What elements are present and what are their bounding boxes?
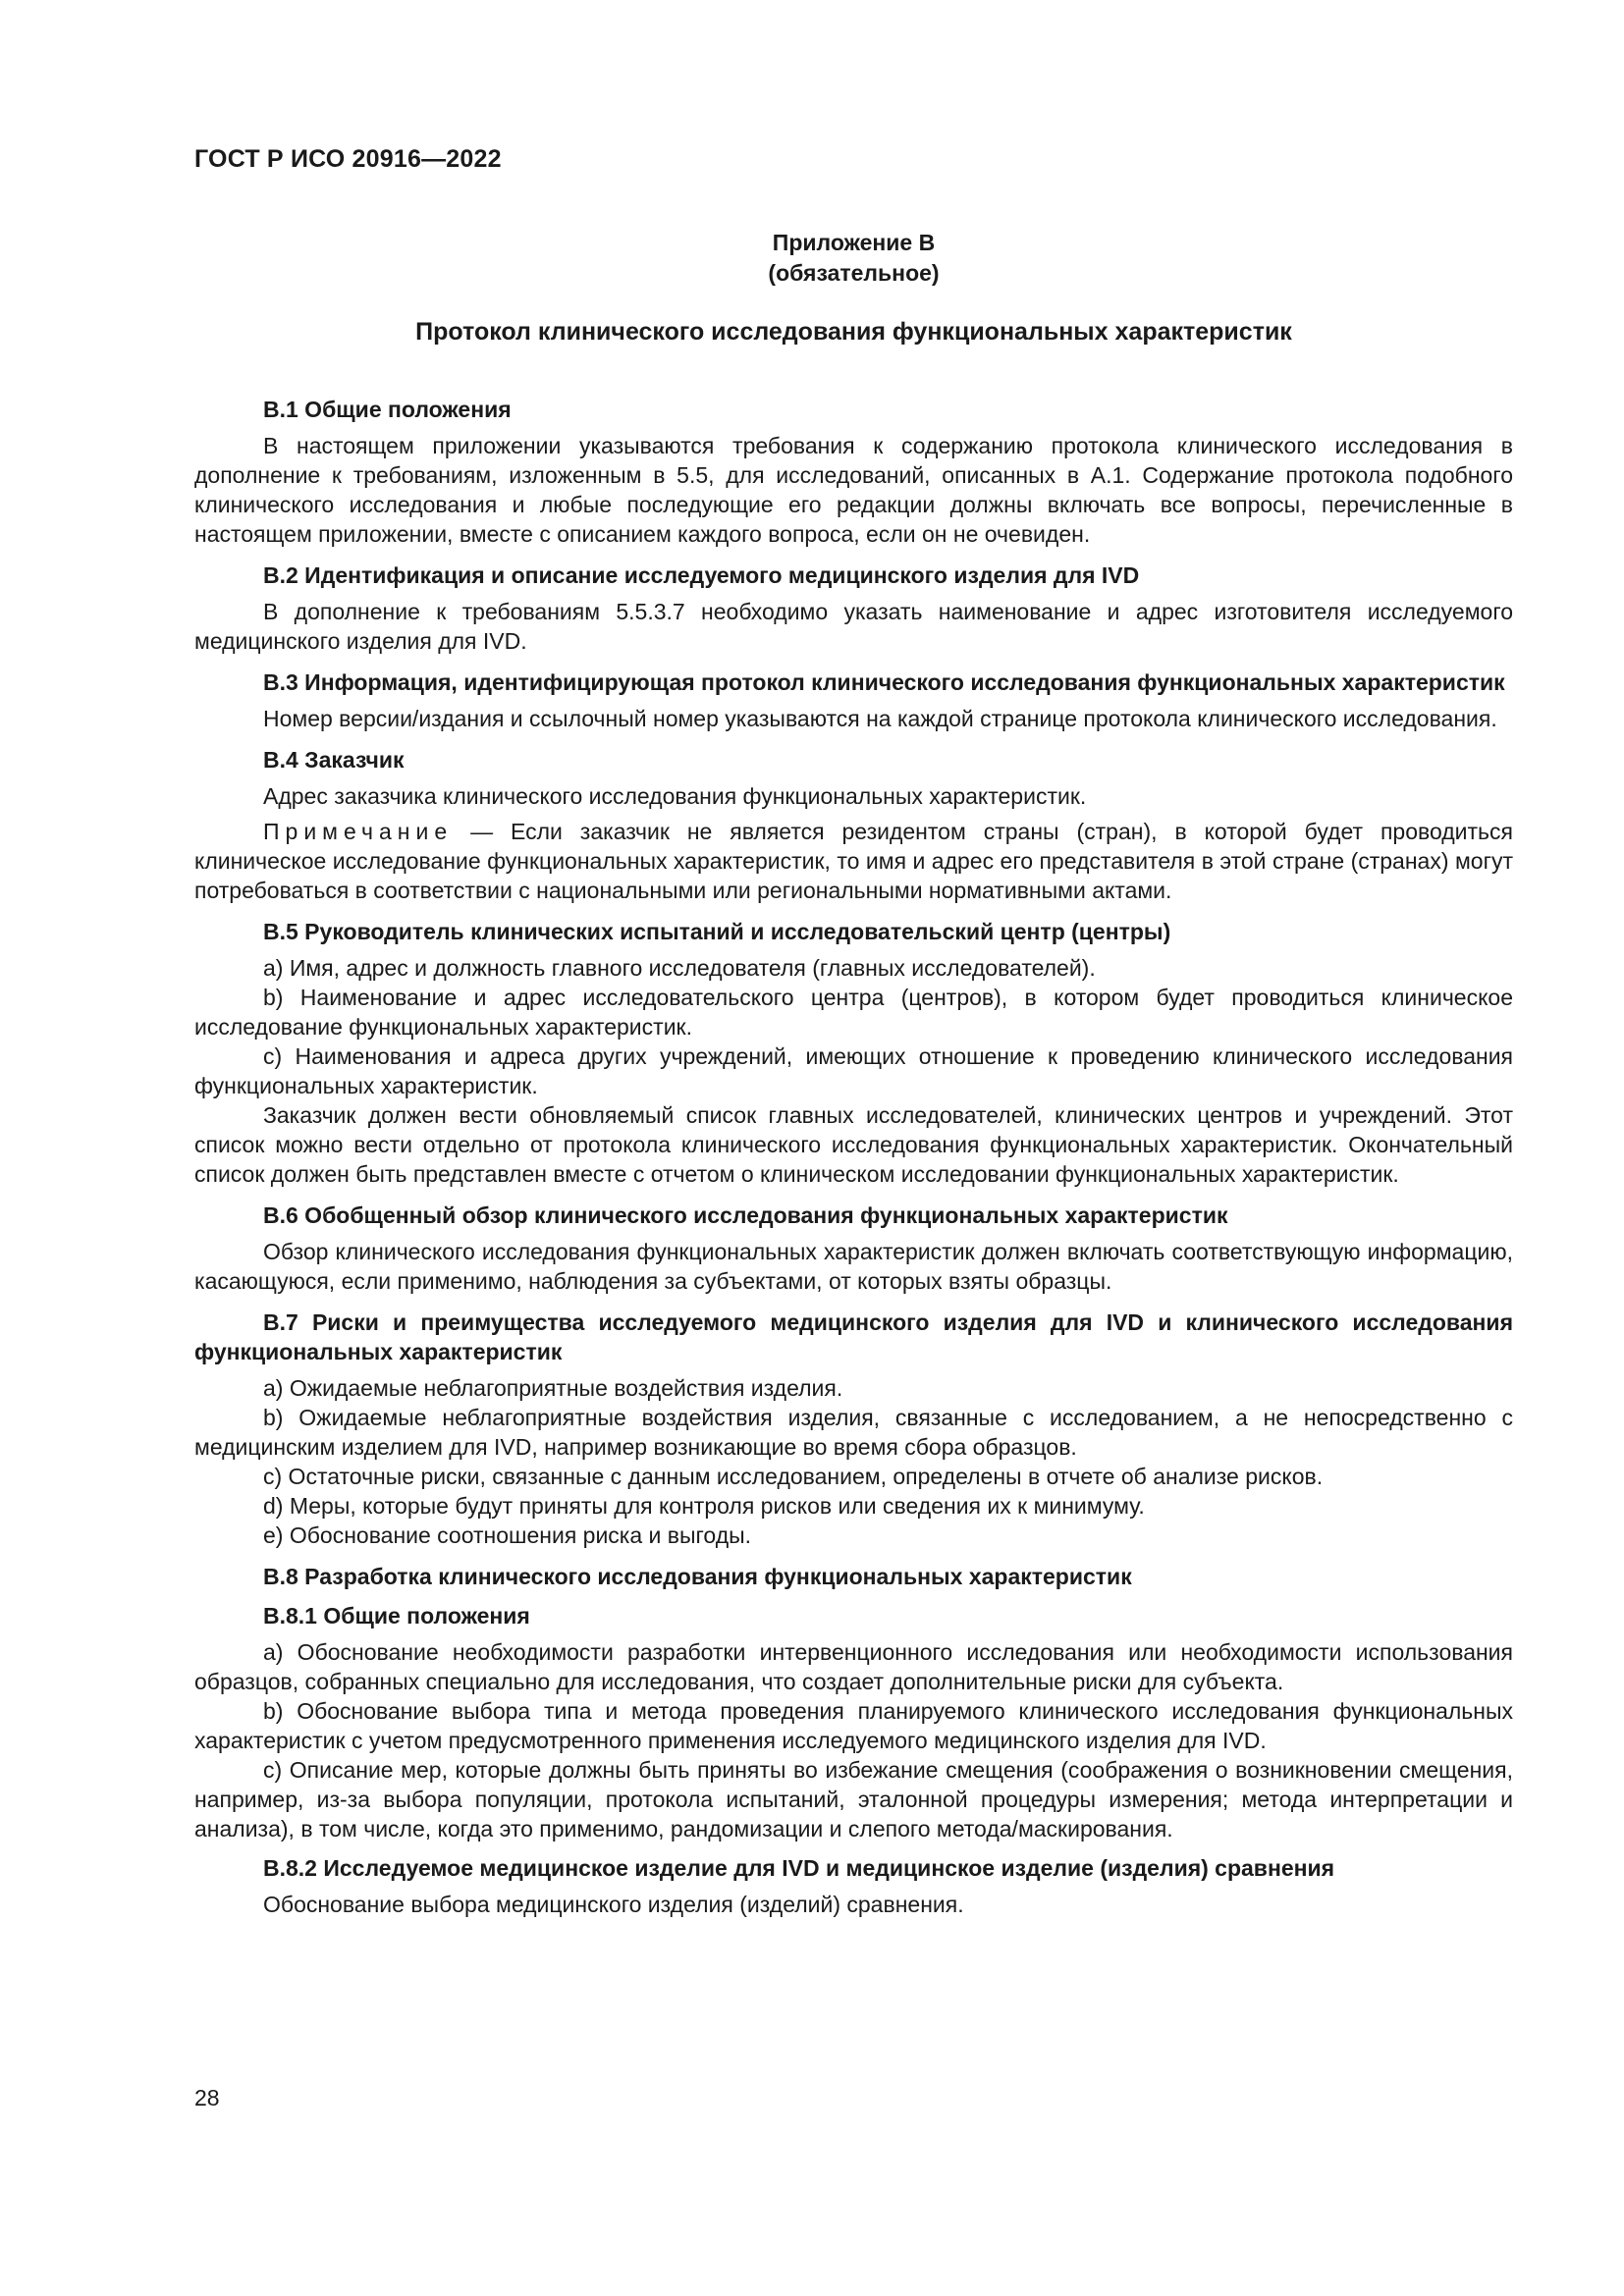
section-b5-item-a: a) Имя, адрес и должность главного исследователя (главных исследователей). xyxy=(263,955,1096,981)
note-text: — Если заказчик не является резидентом страны (стран), в которой будет проводиться клиническое исследование функциональных характеристик, то имя и адрес его представителя в этой стране (странах) могут потребоваться в соответствии с национальными или региональными нормативными актами. xyxy=(194,819,1513,903)
section-b81-heading: B.8.1 Общие положения xyxy=(263,1603,530,1629)
section-b4-paragraph: Адрес заказчика клинического исследования функциональных характеристик. xyxy=(263,783,1087,809)
section-b1-paragraph: В настоящем приложении указываются требования к содержанию протокола клинического исследования в дополнение к требованиям, изложенным в 5.5, для исследований, описанных в А.1. Содержание протокола подобного клинического исследования и любые последующие его редакции должны включать все вопросы, перечисленные в настоящем приложении, вместе с описанием каждого вопроса, если он не очевиден. xyxy=(194,433,1513,547)
section-b8-heading: B.8 Разработка клинического исследования функциональных характеристик xyxy=(263,1564,1132,1589)
document-page xyxy=(194,0,1513,2296)
annex-heading xyxy=(194,228,1513,289)
section-b7-item-b: b) Ожидаемые неблагоприятные воздействия изделия, связанные с исследованием, а не непосредственно с медицинским изделием для IVD, например возникающие во время сбора образцов. xyxy=(194,1405,1513,1460)
document-body xyxy=(194,395,1513,1919)
section-b7-item-c: c) Остаточные риски, связанные с данным исследованием, определены в отчете об анализе рисков. xyxy=(263,1464,1324,1489)
section-b7-item-e: e) Обоснование соотношения риска и выгоды. xyxy=(263,1522,752,1548)
section-b5-heading: B.5 Руководитель клинических испытаний и исследовательский центр (центры) xyxy=(263,919,1171,944)
section-b2-paragraph: В дополнение к требованиям 5.5.3.7 необходимо указать наименование и адрес изготовителя исследуемого медицинского изделия для IVD. xyxy=(194,599,1513,654)
section-b1-heading: B.1 Общие положения xyxy=(263,397,512,422)
note-label: Примечание xyxy=(263,819,454,844)
section-b2-heading: B.2 Идентификация и описание исследуемого медицинского изделия для IVD xyxy=(263,562,1140,588)
annex-status: (обязательное) xyxy=(768,260,940,286)
section-b82-paragraph: Обоснование выбора медицинского изделия (изделий) сравнения. xyxy=(263,1892,964,1917)
section-b81-item-c: c) Описание мер, которые должны быть приняты во избежание смещения (соображения о возникновении смещения, например, из-за выбора популяции, протокола испытаний, эталонной процедуры измерения; метода интерпретации и анализа), в том числе, когда это применимо, рандомизации и слепого метода/маскирования. xyxy=(194,1757,1513,1842)
section-b5-item-c: c) Наименования и адреса других учреждений, имеющих отношение к проведению клинического исследования функциональных характеристик. xyxy=(194,1043,1513,1098)
document-header: ГОСТ Р ИСО 20916—2022 xyxy=(194,145,502,173)
section-b3-paragraph: Номер версии/издания и ссылочный номер указываются на каждой странице протокола клинического исследования. xyxy=(263,706,1497,731)
section-b3-heading: B.3 Информация, идентифицирующая протокол клинического исследования функциональных характеристик xyxy=(263,669,1505,695)
section-b7-heading: B.7 Риски и преимущества исследуемого медицинского изделия для IVD и клинического исследования функциональных характеристик xyxy=(194,1309,1513,1364)
section-b6-paragraph: Обзор клинического исследования функциональных характеристик должен включать соответствующую информацию, касающуюся, если применимо, наблюдения за субъектами, от которых взяты образцы. xyxy=(194,1239,1513,1294)
section-b5-item-b: b) Наименование и адрес исследовательского центра (центров), в котором будет проводиться клиническое исследование функциональных характеристик. xyxy=(194,985,1513,1040)
section-b4-note xyxy=(194,817,1513,905)
annex-label: Приложение B xyxy=(772,230,936,255)
section-b81-item-a: a) Обоснование необходимости разработки интервенционного исследования или необходимости использования образцов, собранных специально для исследования, что создает дополнительные риски для субъекта. xyxy=(194,1639,1513,1694)
section-b81-item-b: b) Обоснование выбора типа и метода проведения планируемого клинического исследования функциональных характеристик с учетом предусмотренного применения исследуемого медицинского изделия для IVD. xyxy=(194,1698,1513,1753)
section-b6-heading: B.6 Обобщенный обзор клинического исследования функциональных характеристик xyxy=(263,1202,1228,1228)
section-b7-item-a: a) Ожидаемые неблагоприятные воздействия изделия. xyxy=(263,1375,843,1401)
section-b5-paragraph: Заказчик должен вести обновляемый список главных исследователей, клинических центров и учреждений. Этот список можно вести отдельно от протокола клинического исследования функциональных характеристик. Окончательный список должен быть представлен вместе с отчетом о клиническом исследовании функциональных характеристик. xyxy=(194,1102,1513,1187)
annex-title: Протокол клинического исследования функциональных характеристик xyxy=(415,318,1292,346)
section-b7-item-d: d) Меры, которые будут приняты для контроля рисков или сведения их к минимуму. xyxy=(263,1493,1145,1519)
section-b82-heading: B.8.2 Исследуемое медицинское изделие для IVD и медицинское изделие (изделия) сравнения xyxy=(263,1855,1335,1881)
section-b4-heading: B.4 Заказчик xyxy=(263,747,405,773)
page-number: 28 xyxy=(194,2085,220,2110)
